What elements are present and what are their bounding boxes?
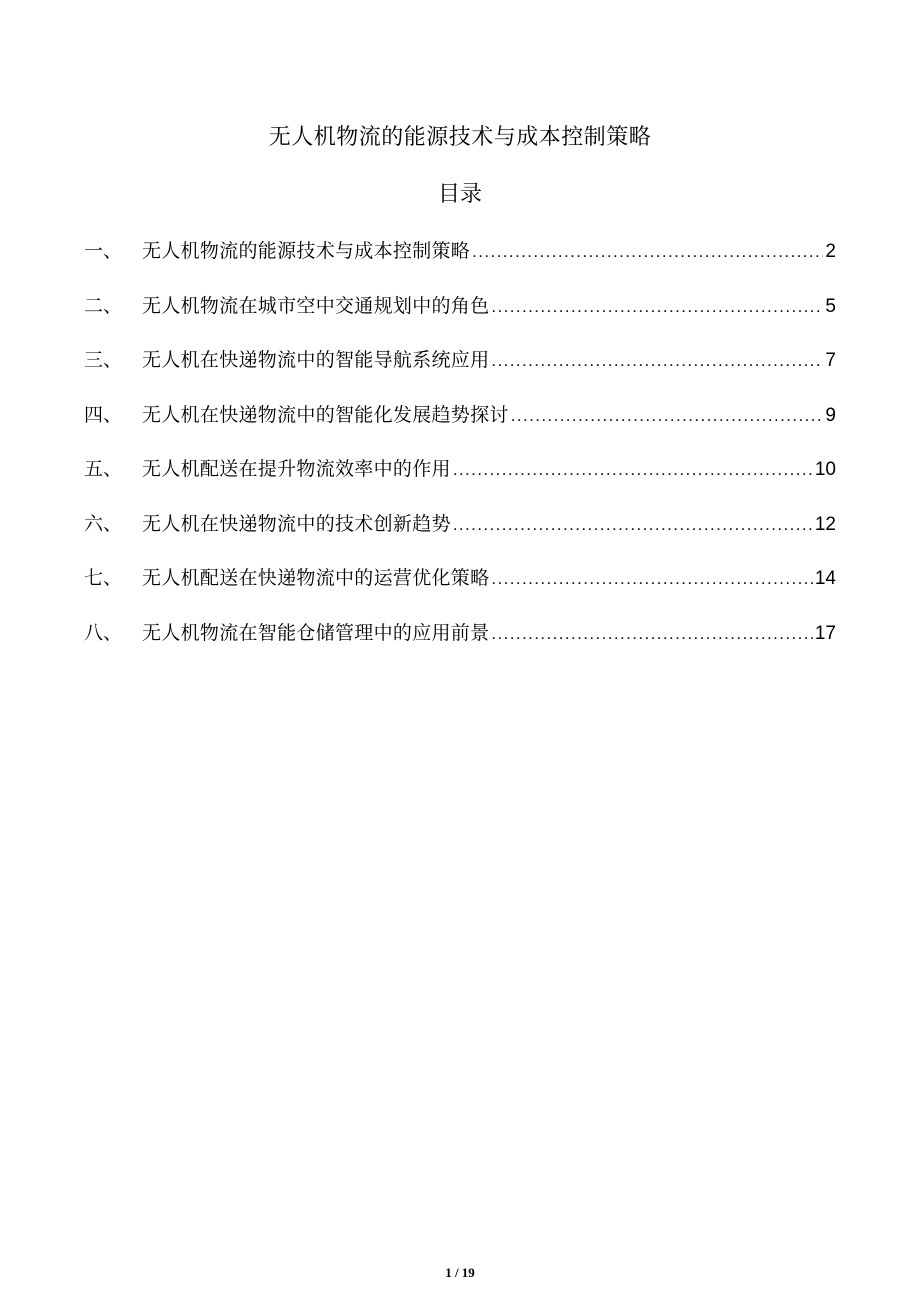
toc-dot-leader	[491, 619, 812, 649]
toc-entry-page[interactable]: 7	[825, 350, 836, 371]
toc-entry-number: 八、	[84, 621, 123, 644]
toc-entry-title[interactable]: 无人机在快递物流中的技术创新趋势	[142, 512, 451, 535]
toc-dot-leader	[491, 292, 823, 322]
toc-entry-number: 二、	[84, 294, 123, 317]
toc-entry-number: 六、	[84, 512, 123, 535]
toc-entry-page[interactable]: 5	[825, 295, 836, 317]
toc-dot-leader	[472, 237, 823, 267]
toc-dot-leader	[453, 510, 813, 540]
toc-entry[interactable]	[84, 236, 836, 291]
toc-entry-page[interactable]: 12	[814, 513, 836, 535]
toc-entry-page[interactable]: 10	[814, 459, 836, 480]
toc-entry-title[interactable]: 无人机配送在提升物流效率中的作用	[142, 458, 451, 480]
toc-entry-title[interactable]: 无人机在快递物流中的智能化发展趋势探讨	[142, 403, 509, 426]
toc-dot-leader	[511, 401, 824, 431]
toc-dot-leader	[491, 564, 812, 594]
toc-dot-leader	[453, 455, 813, 485]
toc-entry-title[interactable]: 无人机配送在快递物流中的运营优化策略	[142, 567, 490, 589]
toc-entry-number: 四、	[84, 403, 123, 426]
toc-entry-number: 七、	[84, 567, 123, 589]
toc-entry-page[interactable]: 14	[814, 568, 836, 589]
toc-entry[interactable]	[84, 454, 836, 509]
toc-entry-title[interactable]: 无人机在快递物流中的智能导航系统应用	[142, 349, 490, 371]
toc-entry[interactable]	[84, 618, 836, 673]
toc-entry-page[interactable]: 9	[825, 404, 836, 426]
toc-entry-number: 三、	[84, 349, 123, 371]
toc-dot-leader	[491, 346, 823, 376]
toc-entry-number: 一、	[84, 240, 123, 262]
document-title: 无人机物流的能源技术与成本控制策略	[268, 125, 652, 150]
table-of-contents	[84, 236, 836, 672]
toc-entry[interactable]	[84, 509, 836, 564]
toc-entry[interactable]	[84, 400, 836, 455]
toc-entry-title[interactable]: 无人机物流在智能仓储管理中的应用前景	[142, 621, 490, 644]
toc-entry[interactable]	[84, 291, 836, 346]
toc-entry-page[interactable]: 2	[825, 241, 836, 262]
toc-heading: 目录	[437, 182, 482, 207]
toc-entry-title[interactable]: 无人机物流的能源技术与成本控制策略	[142, 240, 471, 262]
toc-entry-title[interactable]: 无人机物流在城市空中交通规划中的角色	[142, 294, 490, 317]
toc-entry-page[interactable]: 17	[814, 622, 836, 644]
page-number-footer: 1 / 19	[445, 1265, 475, 1280]
toc-entry[interactable]	[84, 345, 836, 400]
toc-entry[interactable]	[84, 563, 836, 618]
toc-entry-number: 五、	[84, 458, 123, 480]
